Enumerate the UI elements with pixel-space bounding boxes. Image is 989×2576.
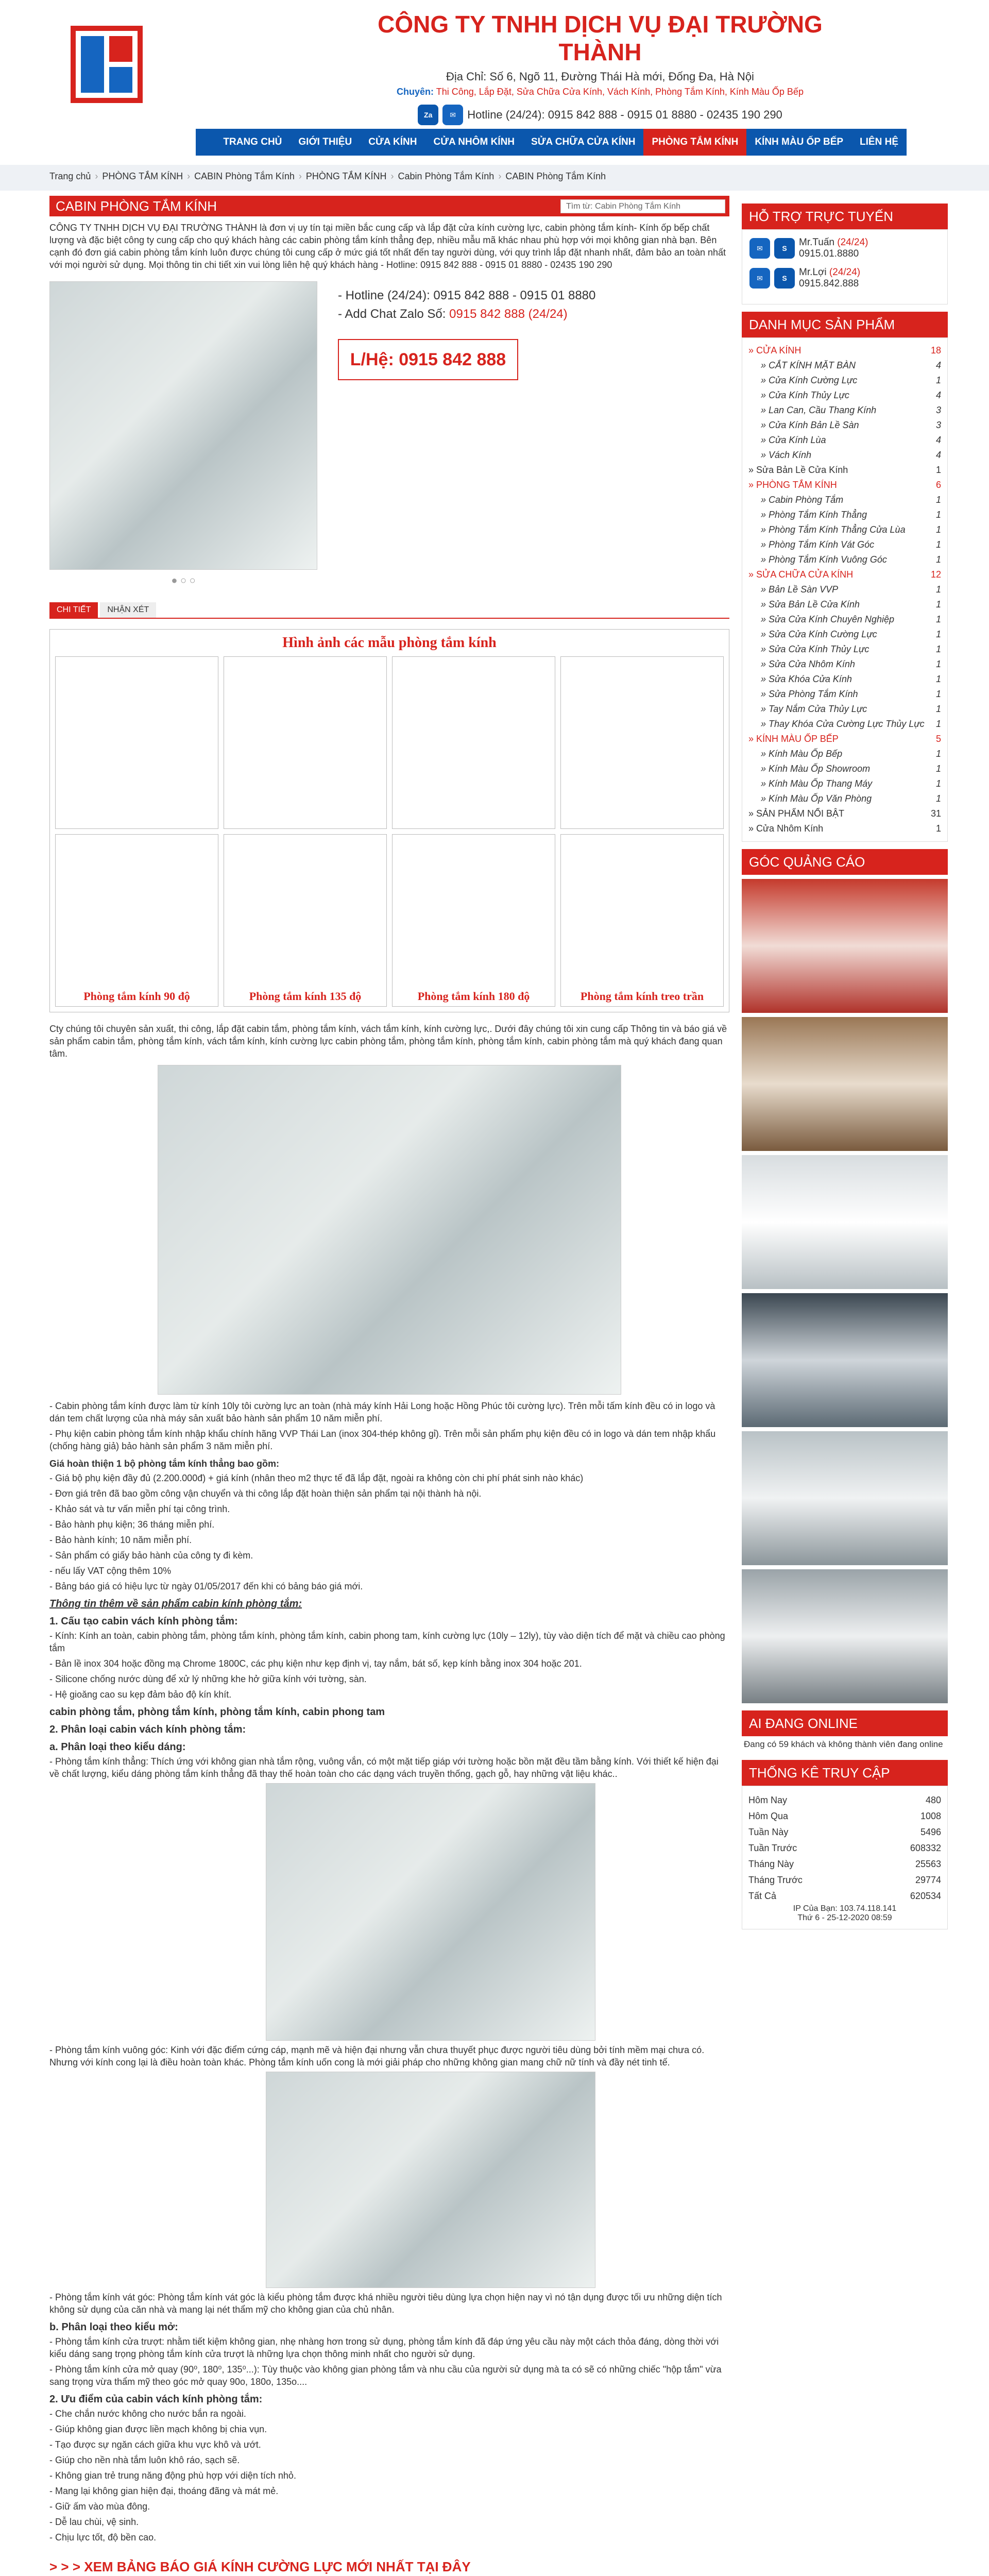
gallery-caption: Phòng tắm kính 180 độ xyxy=(417,990,530,1003)
type-item: - Phòng tắm kính vát góc: Phòng tắm kính vát góc là kiểu phòng tắm được khá nhiều người tiêu dùng lựa chọn hiện nay vì nó tận dụng được tối ưu những diện tích không sử dụng của căn nhà và mang lại nét thẩm mỹ cho không gian của chủ nhân. xyxy=(49,2292,722,2315)
category-label[interactable]: » SẢN PHẨM NỔI BẬT xyxy=(748,808,845,819)
ad-banner[interactable] xyxy=(742,1293,948,1427)
price-item: - Sản phẩm có giấy bảo hành của công ty đi kèm. xyxy=(49,1550,253,1561)
category-count: 1 xyxy=(935,778,941,789)
category-count: 3 xyxy=(935,405,941,415)
paragraph: - Phụ kiện cabin phòng tắm kính nhập khẩu chính hãng VVP Thái Lan (inox 304-thép không gỉ). Trên mỗi sản phẩm phụ kiện đều có in logo và dán tem nhập khẩu (chống hàng giả) bảo hành sản phẩm 3 năm miễn phí. xyxy=(49,1429,716,1451)
section-heading: 2. Phân loại cabin vách kính phòng tắm: xyxy=(49,1724,246,1735)
stats-label: Tháng Trước xyxy=(748,1875,803,1885)
breadcrumb-item[interactable]: Trang chủ xyxy=(49,171,91,181)
price-item: - Khảo sát và tư vấn miễn phí tại công trình. xyxy=(49,1504,230,1514)
category-label[interactable]: » Phòng Tắm Kính Thẳng Cửa Lùa xyxy=(761,524,906,535)
breadcrumb xyxy=(49,171,606,182)
category-count: 4 xyxy=(935,390,941,400)
support-name: Mr.Tuấn xyxy=(799,237,834,248)
price-item: - Giá bộ phụ kiện đầy đủ (2.200.000đ) + giá kính (nhân theo m2 thực tế đã lắp đặt, ngoài ra không còn chi phí phát sinh nào khác) xyxy=(49,1473,584,1483)
stats-value: 620534 xyxy=(910,1891,941,1901)
category-count: 3 xyxy=(935,420,941,430)
category-label[interactable]: » Sửa Khóa Cửa Kính xyxy=(761,674,852,684)
category-count: 1 xyxy=(935,510,941,520)
messenger-icon[interactable]: ✉ xyxy=(749,268,770,289)
specialty-label: Chuyên: xyxy=(397,87,434,97)
struct-item: - Hệ gioăng cao su kẹp đảm bảo độ kín khít. xyxy=(49,1689,232,1700)
support-phone: 0915.01.8880 xyxy=(799,248,859,259)
company-specialty xyxy=(348,87,852,97)
category-label[interactable]: » Kính Màu Ốp Thang Máy xyxy=(761,778,873,789)
category-label[interactable]: » Phòng Tắm Kính Vát Góc xyxy=(761,539,875,550)
stats-time: Thứ 6 - 25-12-2020 08:59 xyxy=(797,1913,892,1922)
online-box xyxy=(742,1710,948,1753)
category-item[interactable] xyxy=(748,717,941,732)
category-count: 1 xyxy=(935,629,941,639)
category-item[interactable] xyxy=(748,403,941,418)
contact-zalo-number: 0915 842 888 (24/24) xyxy=(449,307,568,321)
type-item: - Phòng tắm kính cửa trượt: nhằm tiết kiệm không gian, nhẹ nhàng hơn trong sử dụng, phòng tắm kính đã đáp ứng yêu cầu này một cách thỏa đáng, dòng thời với kiểu dáng sang trọng phòng tắm kính cửa trượt là những lựa chọn thông minh nhất cho người sử dụng. xyxy=(49,2336,719,2359)
support-hours: (24/24) xyxy=(829,267,861,278)
stats-value: 480 xyxy=(925,1795,941,1805)
gallery-diagram[interactable] xyxy=(560,834,724,1007)
stats-label: Hôm Nay xyxy=(748,1795,788,1805)
tab-detail[interactable]: CHI TIẾT xyxy=(49,602,98,618)
price-heading: Giá hoàn thiện 1 bộ phòng tắm kính thẳng bao gồm: xyxy=(49,1459,279,1469)
category-item[interactable] xyxy=(748,597,941,612)
online-text: Đang có 59 khách và không thành viên đang online xyxy=(744,1739,943,1749)
call-button[interactable]: L/Hệ: 0915 842 888 xyxy=(338,339,518,380)
messenger-icon[interactable]: ✉ xyxy=(442,105,463,125)
gallery-grid xyxy=(55,656,724,1007)
stats-label: Tất Cả xyxy=(748,1891,777,1901)
price-item: - Đơn giá trên đã bao gồm công vận chuyển và thi công lắp đặt hoàn thiện sản phẩm tại nội thành hà nội. xyxy=(49,1488,482,1499)
struct-item: - Kính: Kính an toàn, cabin phòng tắm, phòng tắm kính, phòng tắm kính, cabin phong tam, kính cường lực (10ly – 12ly), tùy vào diện tích để mặt và chiều cao phòng tắm xyxy=(49,1631,725,1653)
category-item[interactable] xyxy=(748,388,941,403)
category-count: 1 xyxy=(935,704,941,714)
category-label[interactable]: » Sửa Cửa Nhôm Kính xyxy=(761,659,855,669)
contact-zalo xyxy=(338,305,595,324)
section-heading: 1. Cấu tạo cabin vách kính phòng tắm: xyxy=(49,1616,238,1627)
section-heading: 2. Ưu điểm của cabin vách kính phòng tắm: xyxy=(49,2394,263,2405)
ad-banner[interactable] xyxy=(742,1017,948,1151)
category-count: 12 xyxy=(930,569,941,580)
breadcrumb-item[interactable]: PHÒNG TẮM KÍNH xyxy=(305,171,387,181)
stats-row xyxy=(748,1792,941,1808)
adv-item: - Không gian trẻ trung năng động phù hợp với diện tích nhỏ. xyxy=(49,2470,296,2481)
category-label[interactable]: » Cửa Kính Thủy Lực xyxy=(761,390,849,400)
category-heading: DANH MỤC SẢN PHẨM xyxy=(742,312,948,337)
category-count: 1 xyxy=(935,539,941,550)
category-count: 1 xyxy=(935,465,941,475)
bold-keywords: cabin phòng tắm, phòng tắm kính, phòng tắm kính, cabin phong tam xyxy=(49,1706,385,1718)
stats-ip: IP Của Bạn: 103.74.118.141 xyxy=(793,1904,897,1913)
adv-item: - Tạo được sự ngăn cách giữa khu vực khô và ướt. xyxy=(49,2439,261,2450)
main-nav xyxy=(196,129,907,156)
ads-heading: GÓC QUẢNG CÁO xyxy=(742,849,948,875)
category-item[interactable] xyxy=(748,612,941,627)
category-item[interactable] xyxy=(748,642,941,657)
zalo-icon[interactable]: Za xyxy=(418,105,438,125)
gallery-caption: Phòng tắm kính 135 độ xyxy=(249,990,362,1003)
category-count: 1 xyxy=(935,764,941,774)
stats-value: 608332 xyxy=(910,1843,941,1853)
company-address: Địa Chỉ: Số 6, Ngõ 11, Đường Thái Hà mới, Đống Đa, Hà Nội xyxy=(446,70,754,83)
category-count: 1 xyxy=(935,644,941,654)
stats-row xyxy=(748,1888,941,1904)
category-item[interactable] xyxy=(748,761,941,776)
price-item: - Bảo hành kính; 10 năm miễn phí. xyxy=(49,1535,192,1545)
category-item[interactable] xyxy=(748,776,941,791)
category-label[interactable]: » Sửa Cửa Kính Thủy Lực xyxy=(761,644,869,654)
breadcrumb-item[interactable]: Cabin Phòng Tắm Kính xyxy=(398,171,494,181)
stats-row xyxy=(748,1840,941,1856)
support-item[interactable] xyxy=(749,237,940,260)
support-item[interactable] xyxy=(749,267,940,290)
category-list xyxy=(742,337,948,842)
adv-item: - Chịu lực tốt, độ bền cao. xyxy=(49,2532,157,2543)
nav-about[interactable]: GIỚI THIỆU xyxy=(298,137,352,147)
category-count: 1 xyxy=(935,689,941,699)
contact-hotline: - Hotline (24/24): 0915 842 888 - 0915 01 8880 xyxy=(338,289,596,302)
article-body xyxy=(49,1023,729,2575)
type-item: - Phòng tắm kính thẳng: Thích ứng với không gian nhà tắm rộng, vuông vắn, có một mặt tiếp giáp với tường hoặc bồn mặt đều tầm bằng kính. Với thiết kế hiện đại về chất lượng, kiểu dáng phòng tắm kính thẳng đã thay thế hoàn toàn cho các dạng vách truyền thống, gạch gỗ, hay những vật liệu khác.. xyxy=(49,1756,719,1779)
category-label[interactable]: » Phòng Tắm Kính Thẳng xyxy=(761,510,867,520)
category-label[interactable]: » Cửa Kính Cường Lực xyxy=(761,375,858,385)
category-count: 1 xyxy=(935,495,941,505)
stats-box xyxy=(742,1760,948,1929)
nav-glass-door[interactable]: CỬA KÍNH xyxy=(368,137,417,147)
article-photo[interactable] xyxy=(266,2072,595,2288)
nav-repair[interactable]: SỬA CHỮA CỬA KÍNH xyxy=(531,137,636,147)
category-count: 1 xyxy=(935,719,941,729)
sidebar xyxy=(742,204,948,1937)
intro-text: CÔNG TY TNHH DỊCH VỤ ĐẠI TRƯỜNG THÀNH là đơn vị uy tín tại miền bắc cung cấp và lắp đặt cửa kính cường lực, cabin phòng tắm kính- Kính ốp bếp chất lượng và đặc biệt công ty cung cấp cho quý khách hàng các cabin phòng tắm kính thẳng đẹp, nhiều mẫu mã khác nhau phù hợp với mọi không gian nhà bạn. Bên cạnh đó đơn giá cabin phòng tắm kính luôn được chúng tôi cung cấp ở mức giá tốt nhất đến tay người dùng, với quy trình lắp đặt nhanh nhất, đảm bảo an toàn nhất với mọi người sử dụng. Mọi thông tin chi tiết xin vui lòng liên hệ quý khách hàng - Hotline: 0915 842 888 - 0915 01 8880 - 02435 190 290 xyxy=(49,223,726,270)
support-box xyxy=(742,204,948,304)
stats-list xyxy=(742,1786,948,1929)
category-label[interactable]: » Thay Khóa Cửa Cường Lực Thủy Lực xyxy=(761,719,925,729)
stats-heading: THỐNG KÊ TRUY CẬP xyxy=(742,1760,948,1786)
detail-tabs xyxy=(49,602,729,619)
category-count: 1 xyxy=(935,749,941,759)
gallery-photo[interactable] xyxy=(560,656,724,829)
skype-icon[interactable]: S xyxy=(774,268,795,289)
category-item[interactable] xyxy=(748,702,941,717)
nav-home[interactable]: TRANG CHỦ xyxy=(223,137,282,147)
category-count: 4 xyxy=(935,360,941,370)
product-photo[interactable] xyxy=(49,281,317,570)
support-heading: HỖ TRỢ TRỰC TUYẾN xyxy=(742,204,948,229)
category-label[interactable]: » Sửa Cửa Kính Chuyên Nghiệp xyxy=(761,614,894,624)
category-count: 6 xyxy=(935,480,941,490)
specialty-text: Thi Công, Lắp Đặt, Sửa Chữa Cửa Kính, Vách Kính, Phòng Tắm Kính, Kính Màu Ốp Bếp xyxy=(436,87,804,97)
chevron-right-icon: › xyxy=(298,171,302,181)
category-label[interactable]: » Cửa Kính Lùa xyxy=(761,435,826,445)
category-label[interactable]: » Cabin Phòng Tắm xyxy=(761,495,844,505)
category-item[interactable] xyxy=(748,343,941,358)
type-item: - Phòng tắm kính cửa mở quay (90⁰, 180⁰, 135⁰...): Tùy thuộc vào không gian phòng tắm và nhu cầu của người sử dụng mà ta có sẽ có những chiếc "hộp tắm" vừa sang trọng vừa thẩm mỹ theo góc mở quay 90o, 180o, 135o.... xyxy=(49,2364,722,2387)
sub-heading: a. Phân loại theo kiểu dáng: xyxy=(49,1741,186,1753)
category-item[interactable] xyxy=(748,672,941,687)
main-content xyxy=(49,196,729,2576)
site-header xyxy=(44,0,945,126)
category-count: 1 xyxy=(935,524,941,535)
category-item[interactable] xyxy=(748,657,941,672)
breadcrumb-bar xyxy=(0,165,989,191)
adv-item: - Dễ lau chùi, vệ sinh. xyxy=(49,2517,139,2527)
category-label[interactable]: » Bản Lề Sàn VVP xyxy=(761,584,839,595)
stats-value: 5496 xyxy=(920,1827,941,1837)
chevron-right-icon: › xyxy=(498,171,502,181)
messenger-icon[interactable]: ✉ xyxy=(749,238,770,259)
stats-row xyxy=(748,1824,941,1840)
gallery-diagram[interactable] xyxy=(224,834,387,1007)
gallery-title: Hình ảnh các mẫu phòng tắm kính xyxy=(282,635,497,651)
category-item[interactable] xyxy=(748,433,941,448)
category-item[interactable] xyxy=(748,582,941,597)
sub-heading: b. Phân loại theo kiểu mở: xyxy=(49,2321,178,2333)
category-label[interactable]: » Sửa Phòng Tắm Kính xyxy=(761,689,858,699)
product-gallery xyxy=(49,281,317,587)
adv-item: - Giúp cho nền nhà tắm luôn khô ráo, sạch sẽ. xyxy=(49,2455,240,2465)
category-count: 1 xyxy=(935,674,941,684)
category-item[interactable] xyxy=(748,493,941,507)
page-title xyxy=(49,196,729,216)
support-phone: 0915.842.888 xyxy=(799,278,859,289)
category-label[interactable]: » CẮT KÍNH MẶT BÀN xyxy=(761,360,856,370)
category-count: 1 xyxy=(935,793,941,804)
chevron-right-icon: › xyxy=(187,171,191,181)
category-item[interactable] xyxy=(748,806,941,821)
article-photo[interactable] xyxy=(266,1783,595,2041)
company-name: CÔNG TY TNHH DỊCH VỤ ĐẠI TRƯỜNG THÀNH xyxy=(378,11,823,65)
gallery-photo[interactable] xyxy=(55,656,218,829)
category-count: 1 xyxy=(935,599,941,609)
adv-item: - Giữ ấm vào mùa đông. xyxy=(49,2501,150,2512)
skype-icon[interactable]: S xyxy=(774,238,795,259)
category-item[interactable] xyxy=(748,537,941,552)
breadcrumb-item[interactable]: PHÒNG TẮM KÍNH xyxy=(102,171,183,181)
struct-item: - Bản lề inox 304 hoặc đồng mạ Chrome 1800C, các phụ kiện như kẹp định vị, tay nắm, bát số, kẹp kính bằng inox 304 hoặc 201. xyxy=(49,1658,582,1669)
chevron-right-icon: › xyxy=(390,171,394,181)
category-count: 31 xyxy=(930,808,941,819)
support-name: Mr.Lợi xyxy=(799,267,827,278)
adv-item: - Giúp không gian được liền mạch không bị chia vụn. xyxy=(49,2424,267,2434)
online-heading: AI ĐANG ONLINE xyxy=(742,1710,948,1736)
nav-kitchen-glass[interactable]: KÍNH MÀU ỐP BẾP xyxy=(755,137,844,147)
category-label[interactable]: » Vách Kính xyxy=(761,450,812,460)
category-item[interactable] xyxy=(748,418,941,433)
category-item[interactable] xyxy=(748,627,941,642)
stats-value: 1008 xyxy=(920,1811,941,1821)
product-top xyxy=(49,281,729,587)
stats-label: Tuần Này xyxy=(748,1827,789,1837)
gallery-caption: Phòng tắm kính treo trần xyxy=(580,990,704,1003)
ad-banner[interactable] xyxy=(742,1431,948,1565)
category-count: 1 xyxy=(935,659,941,669)
breadcrumb-item[interactable]: CABIN Phòng Tắm Kính xyxy=(505,171,606,181)
chevron-right-icon: › xyxy=(95,171,98,181)
category-item[interactable] xyxy=(748,791,941,806)
category-label[interactable]: » Kính Màu Ốp Bếp xyxy=(761,749,843,759)
hotline-text: Hotline (24/24): 0915 842 888 - 0915 01 8880 - 02435 190 290 xyxy=(467,108,782,121)
category-item[interactable] xyxy=(748,687,941,702)
search-input[interactable]: Tìm từ: Cabin Phòng Tắm Kính xyxy=(560,199,725,213)
category-label[interactable]: » Sửa Cửa Kính Cường Lực xyxy=(761,629,877,639)
struct-item: - Silicone chống nước dùng để xử lý những khe hở giữa kính với tường, sàn. xyxy=(49,1674,367,1684)
gallery-photo[interactable] xyxy=(224,656,387,829)
adv-item: - Mang lại không gian hiện đại, thoáng đãng và mát mẻ. xyxy=(49,2486,279,2496)
price-item: - nếu lấy VAT cộng thêm 10% xyxy=(49,1566,172,1576)
paragraph: - Cabin phòng tắm kính được làm từ kính 10ly tôi cường lực an toàn (nhà máy kính Hải Long hoặc Hồng Phúc tôi cường lực). Trên mỗi tấm kính đều có in logo và dán tem chất lượng của nhà máy sản xuất bảo hành sản phẩm 10 năm miễn phí. xyxy=(49,1401,715,1423)
gallery-box xyxy=(49,629,729,1012)
support-contact xyxy=(799,237,868,260)
category-count: 18 xyxy=(930,345,941,355)
category-item[interactable] xyxy=(748,448,941,463)
ads-box xyxy=(742,849,948,1703)
stats-label: Hôm Qua xyxy=(748,1811,789,1821)
category-item[interactable] xyxy=(748,463,941,478)
ad-banner[interactable] xyxy=(742,1155,948,1289)
slider-dots[interactable]: ● ○ ○ xyxy=(171,575,196,586)
breadcrumb-item[interactable]: CABIN Phòng Tắm Kính xyxy=(194,171,295,181)
category-label[interactable]: » KÍNH MÀU ỐP BẾP xyxy=(748,734,839,744)
category-count: 4 xyxy=(935,435,941,445)
stats-row xyxy=(748,1872,941,1888)
category-label[interactable]: » Lan Can, Cầu Thang Kính xyxy=(761,405,877,415)
company-logo-icon[interactable] xyxy=(71,26,143,103)
nav-shower[interactable]: PHÒNG TẮM KÍNH xyxy=(643,129,746,156)
stats-value: 29774 xyxy=(915,1875,941,1885)
page-title-text: CABIN PHÒNG TẮM KÍNH xyxy=(56,198,217,214)
stats-row xyxy=(748,1856,941,1872)
tech-heading: Thông tin thêm về sản phẩm cabin kính phòng tắm: xyxy=(49,1598,302,1609)
category-item[interactable] xyxy=(748,552,941,567)
category-item[interactable] xyxy=(748,747,941,761)
category-label[interactable]: » SỬA CHỮA CỬA KÍNH xyxy=(748,569,854,580)
price-item: - Bảng báo giá có hiệu lực từ ngày 01/05/2017 đến khi có bảng báo giá mới. xyxy=(49,1581,363,1591)
category-item[interactable] xyxy=(748,821,941,836)
article-photo[interactable] xyxy=(158,1065,621,1395)
gallery-photo[interactable] xyxy=(392,656,555,829)
category-item[interactable] xyxy=(748,373,941,388)
category-label[interactable]: » PHÒNG TẮM KÍNH xyxy=(748,480,837,490)
support-hours: (24/24) xyxy=(837,237,868,248)
stats-label: Tháng Này xyxy=(748,1859,794,1869)
stats-value: 25563 xyxy=(915,1859,941,1869)
category-item[interactable] xyxy=(748,732,941,747)
type-item: - Phòng tắm kính vuông góc: Kinh với đặc điểm cứng cáp, mạnh mẽ và hiện đại nhưng vẫn chưa thuyết phục được người tiêu dùng bởi tính mềm mại chưa có. Nhưng với kính cong lại là điều hoàn toàn khác. Phòng tắm kính uốn cong là mới giải pháp cho những không gian mang chữ nữ tính và đầy nét tinh tế. xyxy=(49,2045,705,2067)
category-count: 1 xyxy=(935,614,941,624)
category-item[interactable] xyxy=(748,522,941,537)
category-count: 1 xyxy=(935,823,941,834)
category-label[interactable]: » Tay Nắm Cửa Thủy Lực xyxy=(761,704,867,714)
category-item[interactable] xyxy=(748,478,941,493)
category-label[interactable]: » Sửa Bản Lề Cửa Kính xyxy=(761,599,860,609)
category-count: 1 xyxy=(935,584,941,595)
stats-label: Tuần Trước xyxy=(748,1843,797,1853)
gallery-caption: Phòng tắm kính 90 độ xyxy=(83,990,190,1003)
category-item[interactable] xyxy=(748,358,941,373)
nav-aluminum-glass[interactable]: CỬA NHÔM KÍNH xyxy=(433,137,515,147)
support-list xyxy=(742,229,948,304)
nav-contact[interactable]: LIÊN HỆ xyxy=(860,137,898,147)
company-info xyxy=(348,10,852,125)
tab-review[interactable]: NHẬN XÉT xyxy=(100,602,156,618)
category-label[interactable]: » CỬA KÍNH xyxy=(748,345,802,355)
category-label[interactable]: » Cửa Nhôm Kính xyxy=(748,823,824,834)
contact-zalo-label: - Add Chat Zalo Số: xyxy=(338,307,446,321)
category-count: 4 xyxy=(935,450,941,460)
paragraph: Cty chúng tôi chuyên sản xuất, thi công, lắp đặt cabin tắm, phòng tắm kính, vách tắm kính, kính cường lực,. Dưới đây chúng tôi xin cung cấp Thông tin và báo giá về sản phẩm cabin tắm, phòng tắm kính, vách tắm kính, kính cường lực cabin phòng tắm, phòng tắm kính, phòng tắm kính, cabin phòng tắm mà quý khách đang quan tâm. xyxy=(49,1024,727,1059)
hotline-row xyxy=(348,105,852,125)
stats-row xyxy=(748,1808,941,1824)
adv-item: - Che chắn nước không cho nước bắn ra ngoài. xyxy=(49,2409,246,2419)
ad-banner[interactable] xyxy=(742,879,948,1013)
price-item: - Bảo hành phụ kiện; 36 tháng miễn phí. xyxy=(49,1519,215,1530)
category-count: 1 xyxy=(935,375,941,385)
category-label[interactable]: » Cửa Kính Bản Lề Sàn xyxy=(761,420,859,430)
support-contact xyxy=(799,267,860,290)
category-item[interactable] xyxy=(748,507,941,522)
category-label[interactable]: » Phòng Tắm Kính Vuông Góc xyxy=(761,554,887,565)
category-label[interactable]: » Kính Màu Ốp Văn Phòng xyxy=(761,793,872,804)
category-count: 5 xyxy=(935,734,941,744)
category-label[interactable]: » Sửa Bản Lề Cửa Kính xyxy=(748,465,848,475)
category-box xyxy=(742,312,948,842)
category-item[interactable] xyxy=(748,567,941,582)
contact-box xyxy=(338,281,595,587)
gallery-diagram[interactable] xyxy=(55,834,218,1007)
category-label[interactable]: » Kính Màu Ốp Showroom xyxy=(761,764,871,774)
gallery-diagram[interactable] xyxy=(392,834,555,1007)
ad-banner[interactable] xyxy=(742,1569,948,1703)
price-list-link[interactable]: > > > XEM BẢNG BÁO GIÁ KÍNH CƯỜNG LỰC MỚI NHẤT TẠI ĐÂY xyxy=(49,2559,471,2574)
category-count: 1 xyxy=(935,554,941,565)
